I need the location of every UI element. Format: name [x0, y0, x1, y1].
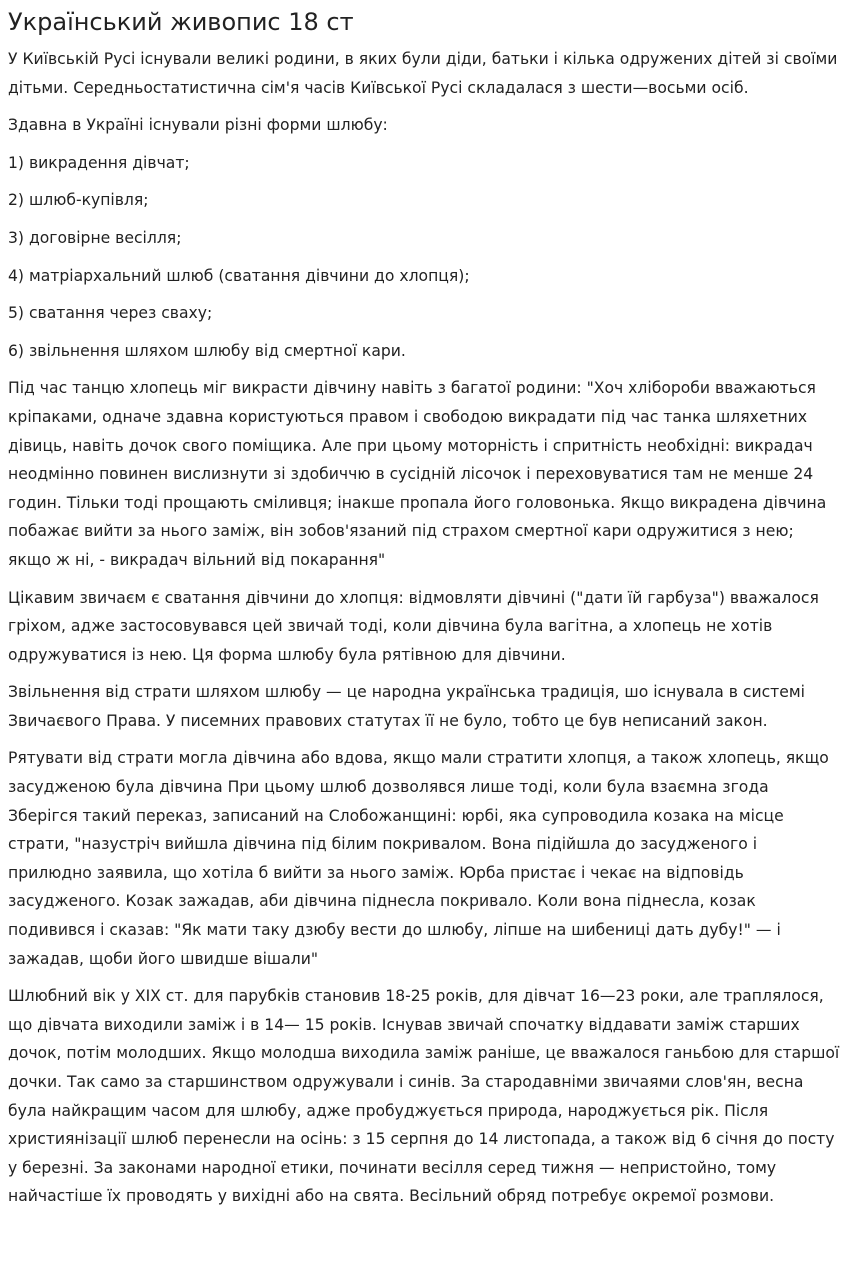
paragraph-marriage-age: Шлюбний вік у XIX ст. для парубків становив 18-25 років, для дівчат 16—23 роки, але траплялося, що дівчата виходили заміж і в 14— 15 років. Існував звичай спочатку віддавати заміж старших дочок, потім молодших. Якщо молодша виходила заміж раніше, це вважалося ганьбою для старшої дочки. Так само за старшинством одружували і синів. За стародавніми звичаями слов'ян, весна була найкращим часом для шлюбу, адже пробуджується природа, народжується рік. Після християнізації шлюб перенесли на осінь: з 15 серпня до 14 листопада, а також від 6 січня до посту у березні. За законами народної етики, починати весілля серед тижня — непристойно, тому найчастіше їх проводять у вихідні або на свята. Весільний обряд потребує окремої розмови.: [8, 987, 840, 1206]
list-item: 1) викрадення дівчат;: [8, 153, 190, 172]
page-title: Український живопис 18 ст: [8, 8, 354, 36]
list-item: 4) матріархальний шлюб (сватання дівчини до хлопця);: [8, 266, 470, 285]
list-item: 5) сватання через сваху;: [8, 304, 213, 323]
list-item: 6) звільнення шляхом шлюбу від смертної кари.: [8, 341, 406, 360]
list-item: 2) шлюб-купівля;: [8, 191, 149, 210]
paragraph-marriage-forms: Здавна в Україні існували різні форми шлюбу:: [8, 116, 388, 135]
paragraph-matchmaking: Цікавим звичаєм є сватання дівчини до хлопця: відмовляти дівчині ("дати їй гарбуза") вважалося гріхом, адже застосовувався цей звичай тоді, коли дівчина була вагітна, а хлопець не хотів одружуватися із нею. Ця форма шлюбу була рятівною для дівчини.: [8, 588, 819, 664]
list-item: 3) договірне весілля;: [8, 228, 182, 247]
paragraph-rescue: Рятувати від страти могла дівчина або вдова, якщо мали стратити хлопця, а також хлопець, якщо засудженою була дівчина При цьому шлюб дозволявся лише тоді, коли була взаємна згода Зберігся такий переказ, записаний на Слобожанщині: юрбі, яка супроводила козака на місце страти, "назустріч вийшла дівчина під білим покривалом. Вона підійшла до засудженого і прилюдно заявила, що хотіла б вийти за нього заміж. Юрба пристає і чекає на відповідь засудженого. Козак зажадав, аби дівчина піднесла покривало. Коли вона піднесла, козак подивився і сказав: "Як мати таку дзюбу вести до шлюбу, ліпше на шибениці дать дубу!" — і зажадав, щоби його швидше вішали": [8, 749, 829, 968]
paragraph-abduction: Під час танцю хлопець міг викрасти дівчину навіть з багатої родини: "Хоч хлібороби вважаються кріпаками, одначе здавна користуються правом і свободою викрадати під час танка шляхетних дівиць, навіть дочок свого поміщика. Але при цьому моторність і спритність необхідні: викрадач неодмінно повинен вислизнути зі здобиччю в сусідній лісочок і переховуватися там не менше 24 годин. Тільки тоді прощають сміливця; інакше пропала його головонька. Якщо викрадена дівчина побажає вийти за нього заміж, він зобов'язаний під страхом смертної кари одружитися з нею; якщо ж ні, - викрадач вільний від покарання": [8, 379, 827, 569]
paragraph-release: Звільнення від страти шляхом шлюбу — це народна українська традиція, шо існувала в системі Звичаєвого Права. У писемних правових статутах її не було, тобто це був неписаний закон.: [8, 683, 805, 730]
paragraph-intro: У Київській Русі існували великі родини, в яких були діди, батьки і кілька одружених дітей зі своїми дітьми. Середньостатистична сім'я часів Київської Русі складалася з шести—восьми осіб.: [8, 50, 838, 97]
